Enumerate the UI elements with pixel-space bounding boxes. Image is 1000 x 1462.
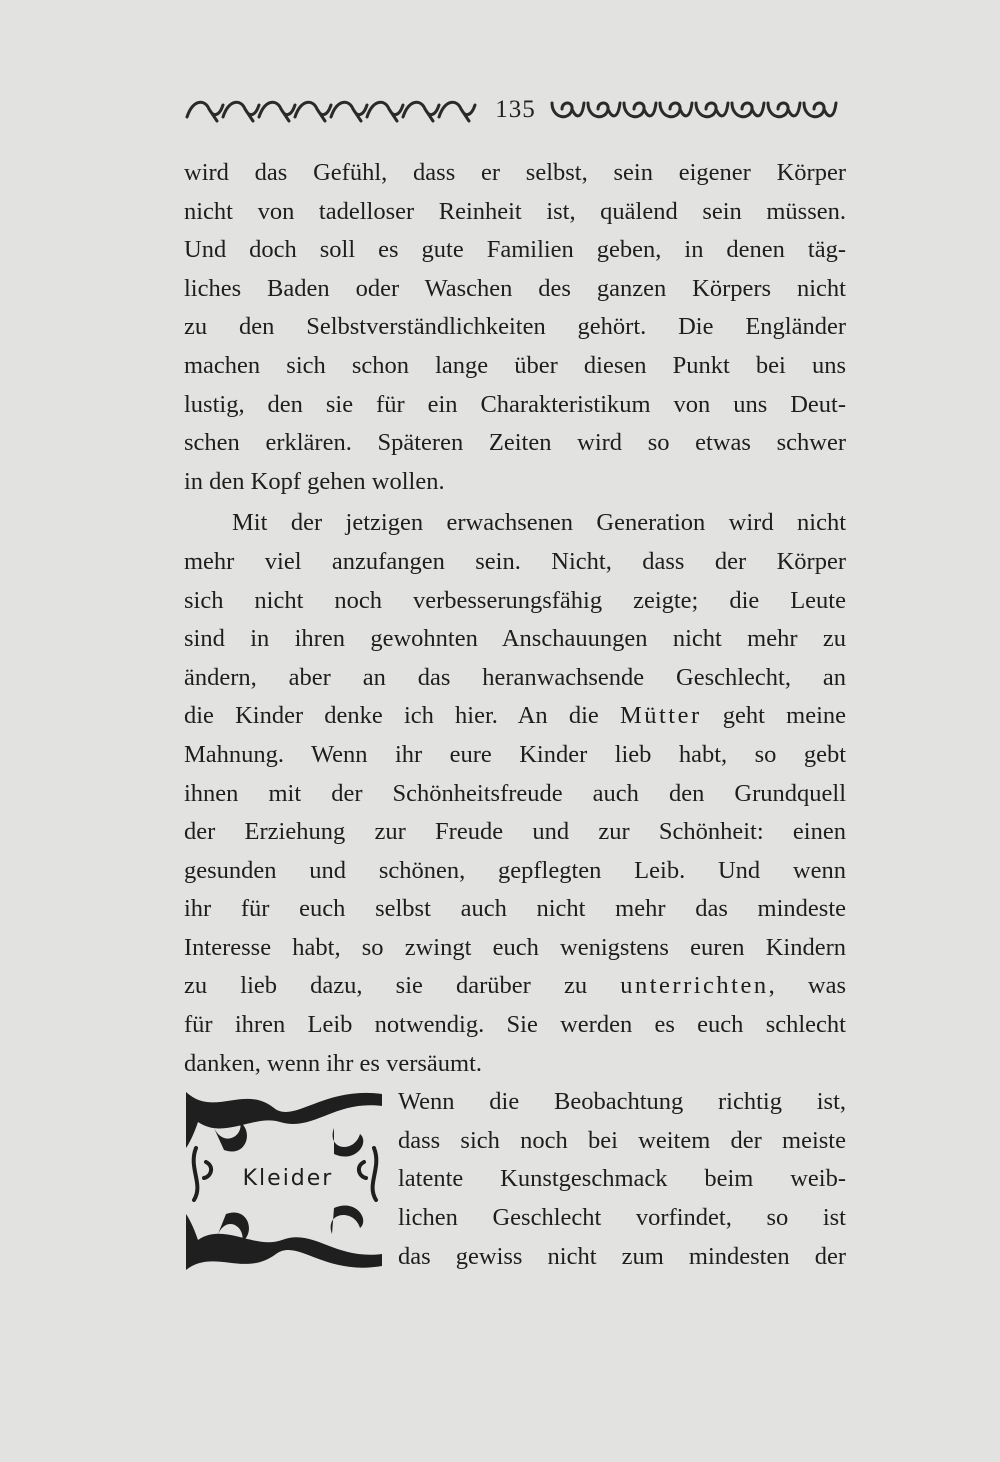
sidenote-vignette	[184, 1088, 384, 1274]
paragraph-3	[398, 1083, 846, 1276]
text-line: dass sich noch bei weitem der meiste	[398, 1126, 846, 1154]
text-line: mehr viel anzufangen sein. Nicht, dass der Körper	[184, 547, 846, 575]
text-run: geht meine	[701, 702, 846, 730]
body-text	[184, 154, 846, 1283]
text-line: Wenn die Beobachtung richtig ist,	[398, 1088, 846, 1116]
text-line: der Erziehung zur Freude und zur Schönheit: einen	[184, 818, 846, 846]
text-line: wird das Gefühl, dass er selbst, sein eigener Körper	[184, 159, 846, 186]
text-line: das gewiss nicht zum mindesten der	[398, 1242, 846, 1270]
page-number: 135	[495, 96, 536, 123]
text-line: lichen Geschlecht vorfindet, so ist	[398, 1204, 846, 1232]
text-line: sich nicht noch verbesserungsfähig zeigte; die Leute	[184, 586, 846, 614]
text-line: zu den Selbstverständlichkeiten gehört. Die Engländer	[184, 313, 846, 341]
text-line: Und doch soll es gute Familien geben, in denen täg-	[184, 236, 846, 264]
text-line	[184, 697, 846, 736]
text-run: die Kinder denke ich hier. An die	[184, 702, 620, 730]
paragraph-2	[184, 504, 846, 1083]
text-line: liches Baden oder Waschen des ganzen Körpers nicht	[184, 274, 846, 302]
text-line: lustig, den sie für ein Charakteristikum von uns Deut-	[184, 390, 846, 418]
text-line: für ihren Leib notwendig. Sie werden es euch schlecht	[184, 1011, 846, 1039]
text-line: machen sich schon lange über diesen Punkt bei uns	[184, 351, 846, 379]
text-line: nicht von tadelloser Reinheit ist, quälend sein müssen.	[184, 197, 846, 225]
text-run: zu lieb dazu, sie darüber zu	[184, 972, 621, 1000]
text-line: ihr für euch selbst auch nicht mehr das mindeste	[184, 895, 846, 923]
text-line: Mit der jetzigen erwachsenen Generation wird nicht	[232, 509, 846, 537]
text-line: sind in ihren gewohnten Anschauungen nicht mehr zu	[184, 625, 846, 653]
text-line: schen erklären. Späteren Zeiten wird so etwas schwer	[184, 429, 846, 457]
text-line: in den Kopf gehen wollen.	[184, 467, 445, 495]
text-line: latente Kunstgeschmack beim weib-	[398, 1165, 846, 1193]
text-line: Mahnung. Wenn ihr eure Kinder lieb habt, so gebt	[184, 740, 846, 768]
text-line: danken, wenn ihr es versäumt.	[184, 1049, 482, 1077]
sidenote-label: Kleider	[242, 1166, 334, 1192]
emphasized-word: unterrichten	[620, 972, 769, 1000]
page-header	[183, 92, 848, 128]
paragraph-1	[184, 154, 846, 501]
text-line	[184, 967, 846, 1006]
wave-ornament-band-icon	[183, 95, 483, 125]
text-line: ändern, aber an das heranwachsende Geschlecht, an	[184, 663, 846, 691]
text-run: , was	[768, 972, 846, 1000]
text-line: Interesse habt, so zwingt euch wenigstens euren Kindern	[184, 933, 846, 961]
spiral-ornament-band-icon	[548, 95, 848, 125]
emphasized-word: Mütter	[619, 702, 702, 730]
text-line: ihnen mit der Schönheitsfreude auch den Grundquell	[184, 779, 846, 807]
text-line: gesunden und schönen, gepflegten Leib. Und wenn	[184, 856, 846, 884]
paragraph-3-block	[184, 1083, 846, 1283]
